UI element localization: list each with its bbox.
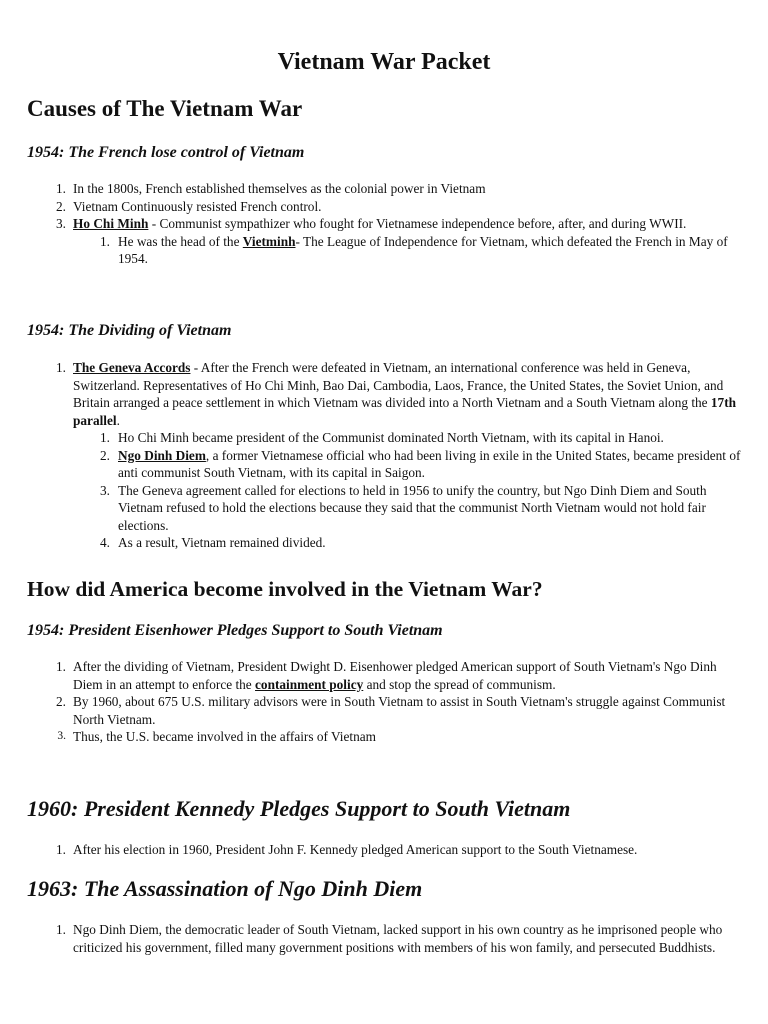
list-number: 2. [56, 694, 66, 709]
term-ho-chi-minh: Ho Chi Minh [73, 216, 149, 231]
list-item-text: - The League of Independence for Vietnam, which defeated the French in May of 1954. [118, 233, 728, 266]
list-item-text: , a former Vietnamese official who had been living in exile in the United States, became president of anti communist South Vietnam, with its capital in Saigon. [118, 447, 741, 480]
list-number: 3. [57, 730, 66, 742]
list-number: 1. [56, 922, 66, 937]
list-item-text: The Geneva agreement called for elections to held in 1956 to unify the country, but Ngo Dinh Diem and South Vietnam refused to hold the elections because they said that the communist North Vietnam would not hold fair elections. [118, 482, 707, 533]
document-title: Vietnam War Packet [277, 49, 491, 75]
section-heading-causes: Causes of The Vietnam War [27, 96, 303, 121]
list-item-text: After his election in 1960, President John F. Kennedy pledged American support to the South Vietnamese. [73, 842, 638, 857]
list-kennedy [0, 841, 768, 859]
subheading-kennedy: 1960: President Kennedy Pledges Support to South Vietnam [27, 796, 571, 821]
list-number: 4. [100, 535, 110, 550]
list-item [0, 198, 741, 216]
list-item [0, 728, 741, 746]
list-item-text: Thus, the U.S. became involved in the affairs of Vietnam [73, 729, 376, 744]
list-number: 1. [100, 233, 110, 249]
list-french-lose-control [0, 180, 768, 268]
list-item-text: - After the French were defeated in Vietnam, an international conference was held in Geneva, Switzerland. Representatives of Ho Chi Minh, Bao Dai, Cambodia, Laos, France, the United States, the Soviet Union, and Britain arranged a peace settlement in which Vietnam was divided into a North Vietnam and a South Vietnam along the [73, 360, 724, 410]
term-ngo-dinh-diem: Ngo Dinh Diem [118, 447, 206, 463]
list-item-text: He was the head of the [118, 233, 243, 249]
list-eisenhower [0, 658, 768, 746]
list-number: 1. [56, 842, 66, 857]
list-item-text: As a result, Vietnam remained divided. [118, 535, 326, 550]
subheading-dividing-of-vietnam: 1954: The Dividing of Vietnam [27, 322, 232, 339]
sub-list-item [0, 233, 741, 268]
list-number: 2. [56, 198, 66, 214]
list-item-text: Vietnam Continuously resisted French control. [73, 198, 322, 214]
list-item-text: and stop the spread of communism. [363, 676, 556, 692]
list-number: 1. [100, 430, 110, 445]
list-item [0, 359, 741, 429]
list-item-text: Ngo Dinh Diem, the democratic leader of South Vietnam, lacked support in his own country as he imprisoned people who criticized his government, filled many government positions with members of his won family, and persecuted Buddhists. [73, 922, 723, 955]
section-heading-america-involved: How did America become involved in the Vietnam War? [27, 577, 543, 601]
list-assassination-diem [0, 921, 768, 956]
subheading-assassination-diem: 1963: The Assassination of Ngo Dinh Diem [27, 876, 423, 901]
list-number: 3. [100, 482, 110, 498]
sub-list-item [0, 447, 741, 482]
term-containment-policy: containment policy [255, 676, 364, 692]
list-item-text: By 1960, about 675 U.S. military advisors were in South Vietnam to assist in South Vietnam's struggle against Communist North Vietnam. [73, 694, 726, 727]
list-number: 3. [56, 216, 66, 231]
subheading-eisenhower: 1954: President Eisenhower Pledges Support to South Vietnam [27, 622, 443, 639]
sub-list-item [0, 534, 741, 552]
list-item [0, 841, 741, 859]
term-vietminh: Vietminh [242, 233, 296, 249]
list-number: 2. [100, 447, 110, 463]
sub-list-item [0, 482, 741, 535]
subheading-french-lose-control: 1954: The French lose control of Vietnam [27, 144, 305, 161]
list-item-text: - Communist sympathizer who fought for Vietnamese independence before, after, and during WWII. [148, 216, 687, 231]
list-item [0, 921, 741, 956]
list-item [0, 180, 741, 198]
list-number: 1. [56, 360, 66, 375]
list-item-text: In the 1800s, French established themselves as the colonial power in Vietnam [73, 181, 486, 196]
list-item [0, 215, 741, 233]
list-number: 1. [56, 181, 66, 196]
list-item-text: Ho Chi Minh became president of the Communist dominated North Vietnam, with its capital in Hanoi. [118, 430, 664, 445]
list-number: 1. [56, 659, 66, 674]
list-item [0, 658, 741, 693]
list-dividing-of-vietnam [0, 359, 768, 552]
list-item-text: After the dividing of Vietnam, President Dwight D. Eisenhower pledged American support of South Vietnam's Ngo Dinh Diem in an attempt to enforce the [73, 659, 717, 692]
sub-list-item [0, 429, 741, 447]
list-item-text: . [116, 412, 120, 428]
term-geneva-accords: The Geneva Accords [73, 360, 191, 375]
term-17th-parallel: 17th parallel [73, 395, 737, 428]
list-item [0, 693, 741, 728]
